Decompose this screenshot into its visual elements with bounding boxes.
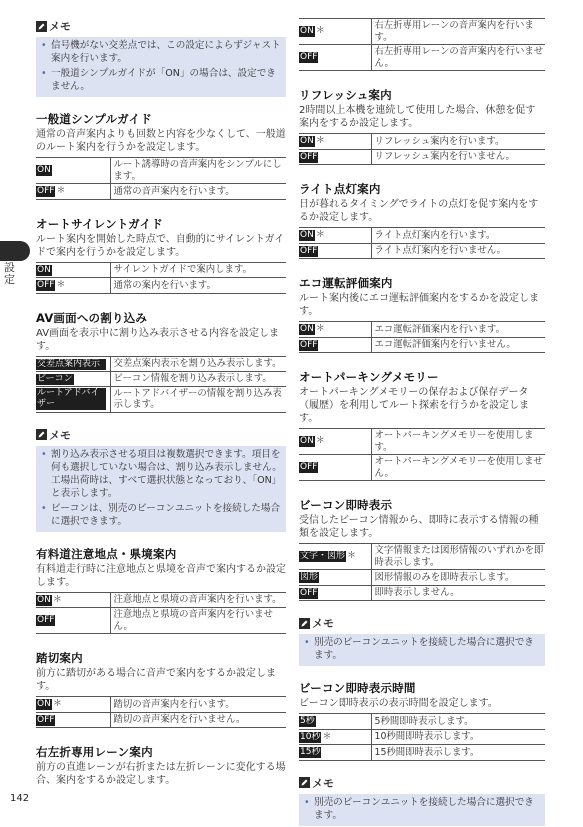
section-desc: 有料道走行時に注意地点と県境を音声で案内するか設定します。: [36, 563, 286, 588]
option-key: OFF: [299, 455, 371, 481]
option-row: [36, 608, 286, 634]
memo-heading: [299, 775, 545, 791]
option-value: 注意地点と県境の音声案内を行います。: [110, 592, 286, 608]
option-key: 15秒: [299, 745, 371, 761]
option-key: ON ＊: [299, 429, 371, 455]
section-simple-guide: [36, 111, 286, 200]
option-key: ビーコン: [36, 371, 110, 386]
memo-item: • 一般道シンプルガイドが「ON」の場合は、設定できません。: [40, 67, 282, 93]
section-desc: 日が暮れるタイミングでライトの点灯を促す案内をするか設定します。: [299, 199, 539, 223]
option-row: [299, 429, 545, 455]
option-value: ライト点灯案内を行います。: [371, 228, 545, 244]
option-value: 踏切の音声案内を行いません。: [110, 712, 286, 728]
option-value: 踏切の音声案内を行います。: [110, 697, 286, 713]
right-column: [299, 0, 545, 826]
option-key: OFF: [36, 608, 110, 634]
option-value: 即時表示しません。: [371, 585, 545, 601]
option-row: [299, 19, 545, 45]
option-table: [299, 227, 545, 259]
option-key: ON: [36, 262, 110, 278]
option-value: ビーコン情報を割り込み表示します。: [110, 371, 286, 386]
option-value: ルートアドバイザーの情報を割り込み表示します。: [110, 386, 286, 412]
section-desc: オートパーキングメモリーの保存および保存データ（履歴）を利用してルート探索を行うかを設定します。: [299, 387, 529, 424]
section-title: AV画面への割り込み: [36, 310, 148, 325]
section-desc: AV画面を表示中に割り込み表示させる内容を設定します。: [36, 327, 280, 352]
section-auto-parking: [299, 369, 545, 481]
memo-box: [36, 446, 286, 532]
option-table: [36, 157, 286, 200]
option-key: 交差点案内表示: [36, 356, 110, 371]
section-light: [299, 181, 545, 259]
memo-label: メモ: [312, 617, 334, 630]
option-key: ON ＊: [36, 592, 110, 608]
option-value: 注意地点と県境の音声案内を行いません。: [110, 608, 286, 634]
option-table: [299, 18, 545, 71]
option-key: OFF: [36, 712, 110, 728]
option-table: [36, 356, 286, 413]
section-refresh: [299, 87, 545, 165]
memo-item: • 信号機がない交差点では、この設定によらずジャスト案内を行います。: [40, 39, 282, 65]
section-desc: 受信したビーコン情報から、即時に表示する情報の種類を設定します。: [299, 515, 539, 539]
option-key: 5秒: [299, 714, 371, 730]
section-av-interrupt: [36, 310, 286, 413]
section-title: エコ運転評価案内: [299, 276, 393, 290]
option-row: [299, 570, 545, 586]
section-title: ビーコン即時表示: [299, 498, 393, 512]
memo-heading: [299, 615, 545, 631]
section-desc: 通常の音声案内よりも回数と内容を少なくして、一般道のルート案内を行うかを設定します。: [36, 129, 286, 153]
section-title: 踏切案内: [36, 651, 83, 665]
option-row: [299, 134, 545, 150]
option-key: ON ＊: [299, 134, 371, 150]
option-row: [36, 356, 286, 371]
option-table: [299, 321, 545, 353]
section-desc: 前方の直進レーンが右折または左折レーンに変化する場合、案内をするか設定します。: [36, 762, 286, 786]
side-tab-label: 設定: [4, 261, 15, 286]
option-value: ルート誘導時の音声案内をシンプルにします。: [110, 158, 286, 184]
option-row: [299, 745, 545, 761]
option-row: [299, 455, 545, 481]
option-key: OFF ＊: [36, 184, 110, 200]
option-value: 10秒間即時表示します。: [371, 729, 545, 745]
option-row: [299, 228, 545, 244]
memo-pencil-icon: [299, 777, 310, 788]
option-value: オートパーキングメモリーを使用します。: [371, 429, 545, 455]
section-eco: [299, 275, 545, 353]
option-key: ON ＊: [299, 228, 371, 244]
option-row: [299, 714, 545, 730]
section-title: オートパーキングメモリー: [299, 370, 439, 384]
memo-label: メモ: [49, 20, 71, 33]
option-table: [299, 543, 545, 601]
left-column: [36, 0, 286, 790]
section-title: リフレッシュ案内: [299, 88, 392, 102]
option-key: ON ＊: [36, 697, 110, 713]
memo-box: [299, 794, 545, 826]
memo-item: • 割り込み表示させる項目は複数選択できます。項目を何も選択していない場合は、割り込み表示しません。工場出荷時は、すべて選択状態となっており、「ON」と表示します。: [40, 448, 282, 500]
section-desc: ビーコン即時表示の表示時間を設定します。: [299, 698, 498, 709]
option-value: 文字情報または図形情報のいずれかを即時表示します。: [371, 544, 545, 570]
option-value: 通常の案内を行います。: [110, 278, 286, 294]
memo-block-3: [299, 615, 545, 666]
memo-pencil-icon: [299, 618, 310, 629]
option-row: [36, 184, 286, 200]
option-table: [36, 592, 286, 635]
section-turn-lane: [36, 744, 286, 787]
option-row: [36, 592, 286, 608]
option-table: [299, 428, 545, 481]
section-title: ビーコン即時表示時間: [299, 681, 416, 695]
section-title: 有料道注意地点・県境案内: [36, 546, 177, 561]
option-row: [36, 278, 286, 294]
memo-label: メモ: [312, 776, 334, 790]
memo-block-2: [36, 427, 286, 532]
option-row: [299, 322, 545, 338]
option-key: OFF ＊: [36, 278, 110, 294]
section-auto-silent: [36, 216, 286, 294]
option-value: ライト点灯案内を行いません。: [371, 243, 545, 259]
option-key: OFF: [299, 585, 371, 601]
option-row: [299, 585, 545, 601]
option-value: リフレッシュ案内を行いません。: [371, 149, 545, 165]
option-key: ルートアドバイザー: [36, 386, 110, 412]
section-title: 一般道シンプルガイド: [36, 112, 152, 126]
option-value: リフレッシュ案内を行います。: [371, 134, 545, 150]
option-row: [36, 371, 286, 386]
option-key: OFF: [299, 243, 371, 259]
option-value: 5秒間即時表示します。: [371, 714, 545, 730]
section-desc: 前方に踏切がある場合に音声で案内をするか設定します。: [36, 668, 276, 692]
option-value: 15秒間即時表示します。: [371, 745, 545, 761]
option-row: [299, 149, 545, 165]
option-row: [36, 712, 286, 728]
option-row: [36, 697, 286, 713]
option-value: 右左折専用レーンの音声案内を行います。: [371, 19, 545, 45]
option-row: [299, 337, 545, 353]
option-table: [36, 262, 286, 294]
option-value: 交差点案内表示を割り込み表示します。: [110, 356, 286, 371]
option-key: ON ＊: [299, 19, 371, 45]
option-row: [36, 262, 286, 278]
option-key: 10秒 ＊: [299, 729, 371, 745]
memo-block-4: [299, 775, 545, 826]
option-key: OFF: [299, 337, 371, 353]
option-key: OFF: [299, 149, 371, 165]
option-row: [299, 729, 545, 745]
section-title: ライト点灯案内: [299, 182, 381, 196]
side-tab: [0, 241, 30, 261]
memo-box: [36, 37, 286, 97]
option-table: [299, 133, 545, 165]
section-beacon-instant: [299, 497, 545, 601]
option-key: OFF: [299, 45, 371, 71]
section-desc: ルート案内を開始した時点で、自動的にサイレントガイドで案内を行うかを設定します。: [36, 233, 285, 258]
option-row: [299, 45, 545, 71]
memo-heading: [36, 18, 286, 34]
option-row: [299, 243, 545, 259]
option-value: エコ運転評価案内を行います。: [371, 322, 545, 338]
section-title: オートサイレントガイド: [36, 216, 163, 231]
option-value: 図形情報のみを即時表示します。: [371, 570, 545, 586]
section-desc: ルート案内後にエコ運転評価案内をするかを設定します。: [299, 293, 539, 317]
section-desc: 2時間以上本機を連続して使用した場合、休憩を促す案内をするか設定します。: [299, 105, 536, 129]
option-value: 通常の音声案内を行います。: [110, 184, 286, 200]
option-row: [299, 544, 545, 570]
option-value: エコ運転評価案内を行いません。: [371, 337, 545, 353]
section-beacon-time: [299, 680, 545, 761]
memo-item: • ビーコンは、別売のビーコンユニットを接続した場合に選択できます。: [40, 502, 282, 528]
option-row: [36, 158, 286, 184]
page-number: 142: [10, 793, 30, 804]
option-value: 右左折専用レーンの音声案内を行いません。: [371, 45, 545, 71]
option-value: サイレントガイドで案内します。: [110, 262, 286, 278]
option-key: 文字・図形 ＊: [299, 544, 371, 570]
option-table: [36, 696, 286, 728]
option-key: 図形: [299, 570, 371, 586]
memo-pencil-icon: [36, 429, 47, 440]
section-crossing: [36, 650, 286, 728]
memo-item: • 別売のビーコンユニットを接続した場合に選択できます。: [303, 796, 541, 822]
section-toll: [36, 546, 286, 635]
option-key: ON ＊: [299, 322, 371, 338]
memo-pencil-icon: [36, 21, 47, 32]
memo-box: [299, 634, 545, 666]
option-table: [299, 713, 545, 761]
section-title: 右左折専用レーン案内: [36, 745, 153, 759]
memo-label: メモ: [49, 428, 71, 442]
memo-item: • 別売のビーコンユニットを接続した場合に選択できます。: [303, 636, 541, 662]
option-value: オートパーキングメモリーを使用しません。: [371, 455, 545, 481]
option-key: ON: [36, 158, 110, 184]
memo-block-1: [36, 18, 286, 97]
memo-heading: [36, 427, 286, 443]
option-row: [36, 386, 286, 412]
